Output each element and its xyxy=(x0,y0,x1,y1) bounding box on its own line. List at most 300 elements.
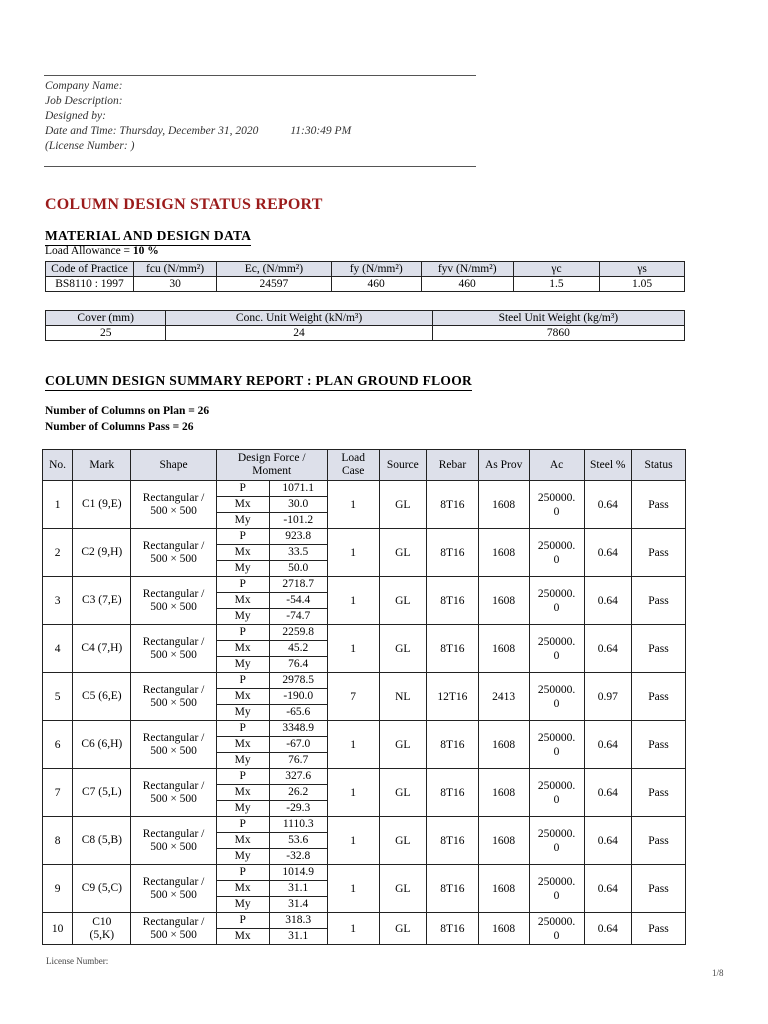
force-value: 1014.9 xyxy=(269,865,327,881)
as-prov: 1608 xyxy=(478,769,529,817)
force-row xyxy=(217,881,327,897)
material-table-values xyxy=(46,277,685,292)
ac-line: 0 xyxy=(553,601,560,614)
summary-header-cell: As Prov xyxy=(478,450,529,481)
table-row xyxy=(43,577,686,625)
force-row xyxy=(217,609,327,625)
as-prov: 1608 xyxy=(478,577,529,625)
load-allowance-value: 10 % xyxy=(132,245,159,257)
cover-table-header xyxy=(46,311,685,326)
ac-value xyxy=(529,865,584,913)
summary-header-cell: Steel % xyxy=(584,450,631,481)
summary-header-cell: Ac xyxy=(529,450,584,481)
load-case: 1 xyxy=(327,721,379,769)
force-row xyxy=(217,785,327,801)
footer-license: License Number: xyxy=(46,956,109,966)
column-shape-line: 500 × 500 xyxy=(150,504,197,517)
status: Pass xyxy=(632,577,686,625)
force-row xyxy=(217,497,327,513)
load-case: 1 xyxy=(327,577,379,625)
ac-line: 0 xyxy=(553,505,560,518)
report-header xyxy=(45,79,351,154)
column-mark: C1 (9,E) xyxy=(73,481,131,529)
design-force-cell xyxy=(216,673,327,721)
steel-percent: 0.64 xyxy=(584,817,631,865)
ac-line: 0 xyxy=(553,745,560,758)
material-header-cell: Ec, (N/mm²) xyxy=(217,262,332,277)
column-mark: C5 (6,E) xyxy=(73,673,131,721)
source: GL xyxy=(379,577,426,625)
license-number: (License Number: ) xyxy=(45,140,135,152)
steel-percent: 0.64 xyxy=(584,529,631,577)
rebar: 8T16 xyxy=(427,769,479,817)
column-no: 9 xyxy=(43,865,73,913)
force-row xyxy=(217,737,327,753)
material-header-cell: fcu (N/mm²) xyxy=(133,262,216,277)
status: Pass xyxy=(632,529,686,577)
date-time-line xyxy=(45,124,351,139)
force-label: P xyxy=(217,529,270,545)
steel-percent: 0.64 xyxy=(584,721,631,769)
column-mark: C8 (5,B) xyxy=(73,817,131,865)
ac-value xyxy=(529,625,584,673)
force-label: Mx xyxy=(217,881,270,897)
ac-line: 0 xyxy=(553,793,560,806)
cover-value-cell: 7860 xyxy=(432,326,684,341)
table-row xyxy=(43,625,686,673)
force-row xyxy=(217,849,327,865)
report-title: COLUMN DESIGN STATUS REPORT xyxy=(45,196,323,213)
force-label: My xyxy=(217,849,270,865)
column-shape xyxy=(131,481,216,529)
force-value: -190.0 xyxy=(269,689,327,705)
design-force-table xyxy=(217,625,327,672)
column-mark: C3 (7,E) xyxy=(73,577,131,625)
force-label: Mx xyxy=(217,833,270,849)
force-value: 45.2 xyxy=(269,641,327,657)
force-label: My xyxy=(217,753,270,769)
ac-line: 250000. xyxy=(537,683,576,696)
design-force-table xyxy=(217,673,327,720)
force-label: My xyxy=(217,609,270,625)
design-force-cell xyxy=(216,721,327,769)
force-value: 30.0 xyxy=(269,497,327,513)
force-label: Mx xyxy=(217,545,270,561)
force-label: P xyxy=(217,865,270,881)
force-label: Mx xyxy=(217,593,270,609)
source: NL xyxy=(379,673,426,721)
force-value: 318.3 xyxy=(269,913,327,929)
force-label: My xyxy=(217,897,270,913)
force-value: 923.8 xyxy=(269,529,327,545)
summary-header-cell: No. xyxy=(43,450,73,481)
force-row xyxy=(217,721,327,737)
as-prov: 1608 xyxy=(478,625,529,673)
column-shape-line: Rectangular / xyxy=(142,779,205,792)
force-label: Mx xyxy=(217,641,270,657)
force-value: 26.2 xyxy=(269,785,327,801)
summary-header-cell: Design Force / Moment xyxy=(216,450,327,481)
load-case: 1 xyxy=(327,913,379,945)
ac-line: 0 xyxy=(553,841,560,854)
summary-header-cell: Rebar xyxy=(427,450,479,481)
steel-percent: 0.64 xyxy=(584,577,631,625)
material-section-title: MATERIAL AND DESIGN DATA xyxy=(45,228,251,246)
force-value: 31.4 xyxy=(288,898,309,910)
column-no: 10 xyxy=(43,913,73,945)
force-row xyxy=(217,529,327,545)
material-value-cell: 1.5 xyxy=(513,277,600,292)
design-force-table xyxy=(217,721,327,768)
column-no: 8 xyxy=(43,817,73,865)
force-value: 1071.1 xyxy=(269,481,327,497)
force-value: -74.7 xyxy=(286,610,311,622)
rebar: 8T16 xyxy=(427,625,479,673)
num-columns-on-plan: Number of Columns on Plan = 26 xyxy=(45,405,210,417)
column-mark: C2 (9,H) xyxy=(73,529,131,577)
design-force-cell xyxy=(216,577,327,625)
table-row xyxy=(43,673,686,721)
force-label: My xyxy=(217,561,270,577)
as-prov: 1608 xyxy=(478,817,529,865)
as-prov: 2413 xyxy=(478,673,529,721)
ac-line: 250000. xyxy=(537,915,576,928)
material-header-cell: γs xyxy=(600,262,685,277)
force-value: 33.5 xyxy=(269,545,327,561)
ac-line: 0 xyxy=(553,697,560,710)
column-no: 7 xyxy=(43,769,73,817)
table-row xyxy=(43,769,686,817)
force-label: Mx xyxy=(217,497,270,513)
header-bottom-rule xyxy=(44,166,476,167)
company-name: Company Name: xyxy=(45,80,123,92)
source: GL xyxy=(379,721,426,769)
source: GL xyxy=(379,865,426,913)
cover-header-cell: Cover (mm) xyxy=(46,311,166,326)
ac-line: 250000. xyxy=(537,539,576,552)
force-label: My xyxy=(217,801,270,817)
material-value-cell: 1.05 xyxy=(600,277,685,292)
table-row xyxy=(43,865,686,913)
force-row xyxy=(217,625,327,641)
table-row xyxy=(43,481,686,529)
force-value: -65.6 xyxy=(286,706,311,718)
column-no: 5 xyxy=(43,673,73,721)
design-force-table xyxy=(217,769,327,816)
table-row xyxy=(43,913,686,945)
ac-value xyxy=(529,481,584,529)
column-shape-line: Rectangular / xyxy=(142,539,205,552)
summary-header-cell: Shape xyxy=(131,450,216,481)
source: GL xyxy=(379,529,426,577)
force-row xyxy=(217,481,327,497)
material-header-cell: γc xyxy=(513,262,600,277)
designed-by: Designed by: xyxy=(45,110,106,122)
cover-value-cell: 24 xyxy=(166,326,432,341)
force-value: 53.6 xyxy=(269,833,327,849)
material-table-header xyxy=(46,262,685,277)
load-allowance-label: Load Allowance = xyxy=(45,245,133,257)
source: GL xyxy=(379,769,426,817)
column-shape-line: 500 × 500 xyxy=(150,552,197,565)
material-value-cell: BS8110 : 1997 xyxy=(46,277,134,292)
force-row xyxy=(217,897,327,913)
rebar: 8T16 xyxy=(427,481,479,529)
force-value: 1110.3 xyxy=(269,817,327,833)
load-case: 1 xyxy=(327,625,379,673)
force-row xyxy=(217,865,327,881)
force-label: P xyxy=(217,721,270,737)
force-row xyxy=(217,561,327,577)
steel-percent: 0.64 xyxy=(584,769,631,817)
force-row xyxy=(217,753,327,769)
steel-percent: 0.64 xyxy=(584,481,631,529)
ac-value xyxy=(529,769,584,817)
force-label: P xyxy=(217,817,270,833)
force-label: Mx xyxy=(217,737,270,753)
force-value: 50.0 xyxy=(288,562,309,574)
column-mark: C7 (5,L) xyxy=(73,769,131,817)
column-shape xyxy=(131,577,216,625)
ac-value xyxy=(529,529,584,577)
ac-line: 0 xyxy=(553,889,560,902)
ac-line: 250000. xyxy=(537,635,576,648)
load-case: 1 xyxy=(327,529,379,577)
rebar: 8T16 xyxy=(427,529,479,577)
cover-table xyxy=(45,310,685,341)
header-top-rule xyxy=(44,75,476,76)
design-force-cell xyxy=(216,481,327,529)
column-shape-line: Rectangular / xyxy=(142,683,205,696)
force-row xyxy=(217,593,327,609)
force-label: Mx xyxy=(217,929,270,945)
force-value: 3348.9 xyxy=(269,721,327,737)
ac-line: 250000. xyxy=(537,731,576,744)
summary-header-cell: Load Case xyxy=(327,450,379,481)
ac-value xyxy=(529,577,584,625)
column-mark xyxy=(73,913,131,945)
material-header-cell: fyv (N/mm²) xyxy=(421,262,513,277)
design-force-cell xyxy=(216,865,327,913)
status: Pass xyxy=(632,625,686,673)
design-force-cell xyxy=(216,913,327,945)
cover-header-cell: Conc. Unit Weight (kN/m³) xyxy=(166,311,432,326)
status: Pass xyxy=(632,481,686,529)
force-label: P xyxy=(217,481,270,497)
force-label: P xyxy=(217,913,270,929)
force-value: -67.0 xyxy=(269,737,327,753)
rebar: 8T16 xyxy=(427,865,479,913)
summary-table-header xyxy=(43,450,686,481)
force-row xyxy=(217,545,327,561)
column-shape xyxy=(131,913,216,945)
ac-value xyxy=(529,721,584,769)
material-value-cell: 460 xyxy=(421,277,513,292)
force-row xyxy=(217,769,327,785)
force-value: -29.3 xyxy=(286,802,311,814)
ac-value xyxy=(529,673,584,721)
column-shape-line: 500 × 500 xyxy=(150,928,197,941)
status: Pass xyxy=(632,769,686,817)
force-value: 31.1 xyxy=(269,881,327,897)
force-label: My xyxy=(217,513,270,529)
column-shape-line: 500 × 500 xyxy=(150,600,197,613)
column-shape-line: 500 × 500 xyxy=(150,840,197,853)
rebar: 8T16 xyxy=(427,721,479,769)
column-shape xyxy=(131,625,216,673)
force-label: Mx xyxy=(217,785,270,801)
design-force-table xyxy=(217,577,327,624)
as-prov: 1608 xyxy=(478,721,529,769)
cover-header-cell: Steel Unit Weight (kg/m³) xyxy=(432,311,684,326)
load-case: 7 xyxy=(327,673,379,721)
column-shape xyxy=(131,721,216,769)
load-case: 1 xyxy=(327,481,379,529)
status: Pass xyxy=(632,913,686,945)
as-prov: 1608 xyxy=(478,481,529,529)
force-label: My xyxy=(217,705,270,721)
force-label: P xyxy=(217,625,270,641)
as-prov: 1608 xyxy=(478,865,529,913)
material-value-cell: 24597 xyxy=(217,277,332,292)
force-label: My xyxy=(217,657,270,673)
summary-table-body xyxy=(43,481,686,945)
cover-value-cell: 25 xyxy=(46,326,166,341)
date-time: Date and Time: Thursday, December 31, 2020 xyxy=(45,125,259,137)
summary-header-cell: Source xyxy=(379,450,426,481)
force-row xyxy=(217,673,327,689)
force-value: 31.1 xyxy=(288,930,309,942)
column-shape xyxy=(131,865,216,913)
column-shape-line: Rectangular / xyxy=(142,635,205,648)
force-row xyxy=(217,657,327,673)
force-row xyxy=(217,817,327,833)
summary-table xyxy=(42,449,686,945)
ac-line: 250000. xyxy=(537,779,576,792)
status: Pass xyxy=(632,817,686,865)
steel-percent: 0.64 xyxy=(584,865,631,913)
force-value: -32.8 xyxy=(286,850,311,862)
force-value: -54.4 xyxy=(269,593,327,609)
column-no: 2 xyxy=(43,529,73,577)
column-shape-line: Rectangular / xyxy=(142,875,205,888)
force-row xyxy=(217,641,327,657)
job-description: Job Description: xyxy=(45,95,123,107)
force-row xyxy=(217,689,327,705)
load-case: 1 xyxy=(327,769,379,817)
design-force-cell xyxy=(216,769,327,817)
force-row xyxy=(217,929,327,945)
ac-value xyxy=(529,913,584,945)
design-force-table xyxy=(217,913,327,944)
summary-section-title: COLUMN DESIGN SUMMARY REPORT : PLAN GROUND FLOOR xyxy=(45,373,472,391)
ac-line: 0 xyxy=(553,649,560,662)
column-shape xyxy=(131,769,216,817)
column-mark: C9 (5,C) xyxy=(73,865,131,913)
force-value: -101.2 xyxy=(283,514,314,526)
column-shape-line: 500 × 500 xyxy=(150,744,197,757)
time: 11:30:49 PM xyxy=(290,125,352,137)
force-label: P xyxy=(217,673,270,689)
ac-line: 250000. xyxy=(537,491,576,504)
column-no: 1 xyxy=(43,481,73,529)
force-row xyxy=(217,913,327,929)
rebar: 8T16 xyxy=(427,913,479,945)
column-mark: C4 (7,H) xyxy=(73,625,131,673)
load-allowance xyxy=(45,245,159,257)
column-shape-line: 500 × 500 xyxy=(150,696,197,709)
column-mark-line: C10 xyxy=(92,915,112,928)
ac-line: 250000. xyxy=(537,587,576,600)
ac-line: 250000. xyxy=(537,827,576,840)
ac-line: 0 xyxy=(553,553,560,566)
status: Pass xyxy=(632,673,686,721)
column-shape-line: 500 × 500 xyxy=(150,792,197,805)
source: GL xyxy=(379,913,426,945)
source: GL xyxy=(379,481,426,529)
table-row xyxy=(43,529,686,577)
ac-line: 250000. xyxy=(537,875,576,888)
column-shape-line: Rectangular / xyxy=(142,731,205,744)
force-row xyxy=(217,705,327,721)
design-force-table xyxy=(217,817,327,864)
material-header-cell: fy (N/mm²) xyxy=(331,262,421,277)
force-label: P xyxy=(217,769,270,785)
column-mark-line: (5,K) xyxy=(89,928,115,941)
page-number: 1/8 xyxy=(712,968,724,978)
column-counts xyxy=(45,403,209,435)
summary-header-cell: Mark xyxy=(73,450,131,481)
cover-table-values xyxy=(46,326,685,341)
force-value: 2259.8 xyxy=(269,625,327,641)
design-force-cell xyxy=(216,817,327,865)
column-no: 6 xyxy=(43,721,73,769)
column-shape-line: Rectangular / xyxy=(142,587,205,600)
column-shape-line: Rectangular / xyxy=(142,827,205,840)
as-prov: 1608 xyxy=(478,913,529,945)
source: GL xyxy=(379,817,426,865)
source: GL xyxy=(379,625,426,673)
force-row xyxy=(217,801,327,817)
ac-line: 0 xyxy=(553,929,560,942)
force-value: 327.6 xyxy=(269,769,327,785)
steel-percent: 0.97 xyxy=(584,673,631,721)
column-shape-line: 500 × 500 xyxy=(150,888,197,901)
rebar: 8T16 xyxy=(427,577,479,625)
status: Pass xyxy=(632,865,686,913)
rebar: 12T16 xyxy=(427,673,479,721)
force-row xyxy=(217,513,327,529)
column-shape xyxy=(131,673,216,721)
force-value: 76.4 xyxy=(288,658,309,670)
column-no: 3 xyxy=(43,577,73,625)
design-force-cell xyxy=(216,529,327,577)
column-mark: C6 (6,H) xyxy=(73,721,131,769)
table-row xyxy=(43,721,686,769)
column-shape-line: 500 × 500 xyxy=(150,648,197,661)
num-columns-pass: Number of Columns Pass = 26 xyxy=(45,421,194,433)
design-force-table xyxy=(217,529,327,576)
as-prov: 1608 xyxy=(478,529,529,577)
steel-percent: 0.64 xyxy=(584,913,631,945)
ac-value xyxy=(529,817,584,865)
design-force-cell xyxy=(216,625,327,673)
force-value: 2718.7 xyxy=(269,577,327,593)
force-label: Mx xyxy=(217,689,270,705)
force-row xyxy=(217,833,327,849)
column-shape xyxy=(131,817,216,865)
force-value: 76.7 xyxy=(288,754,309,766)
